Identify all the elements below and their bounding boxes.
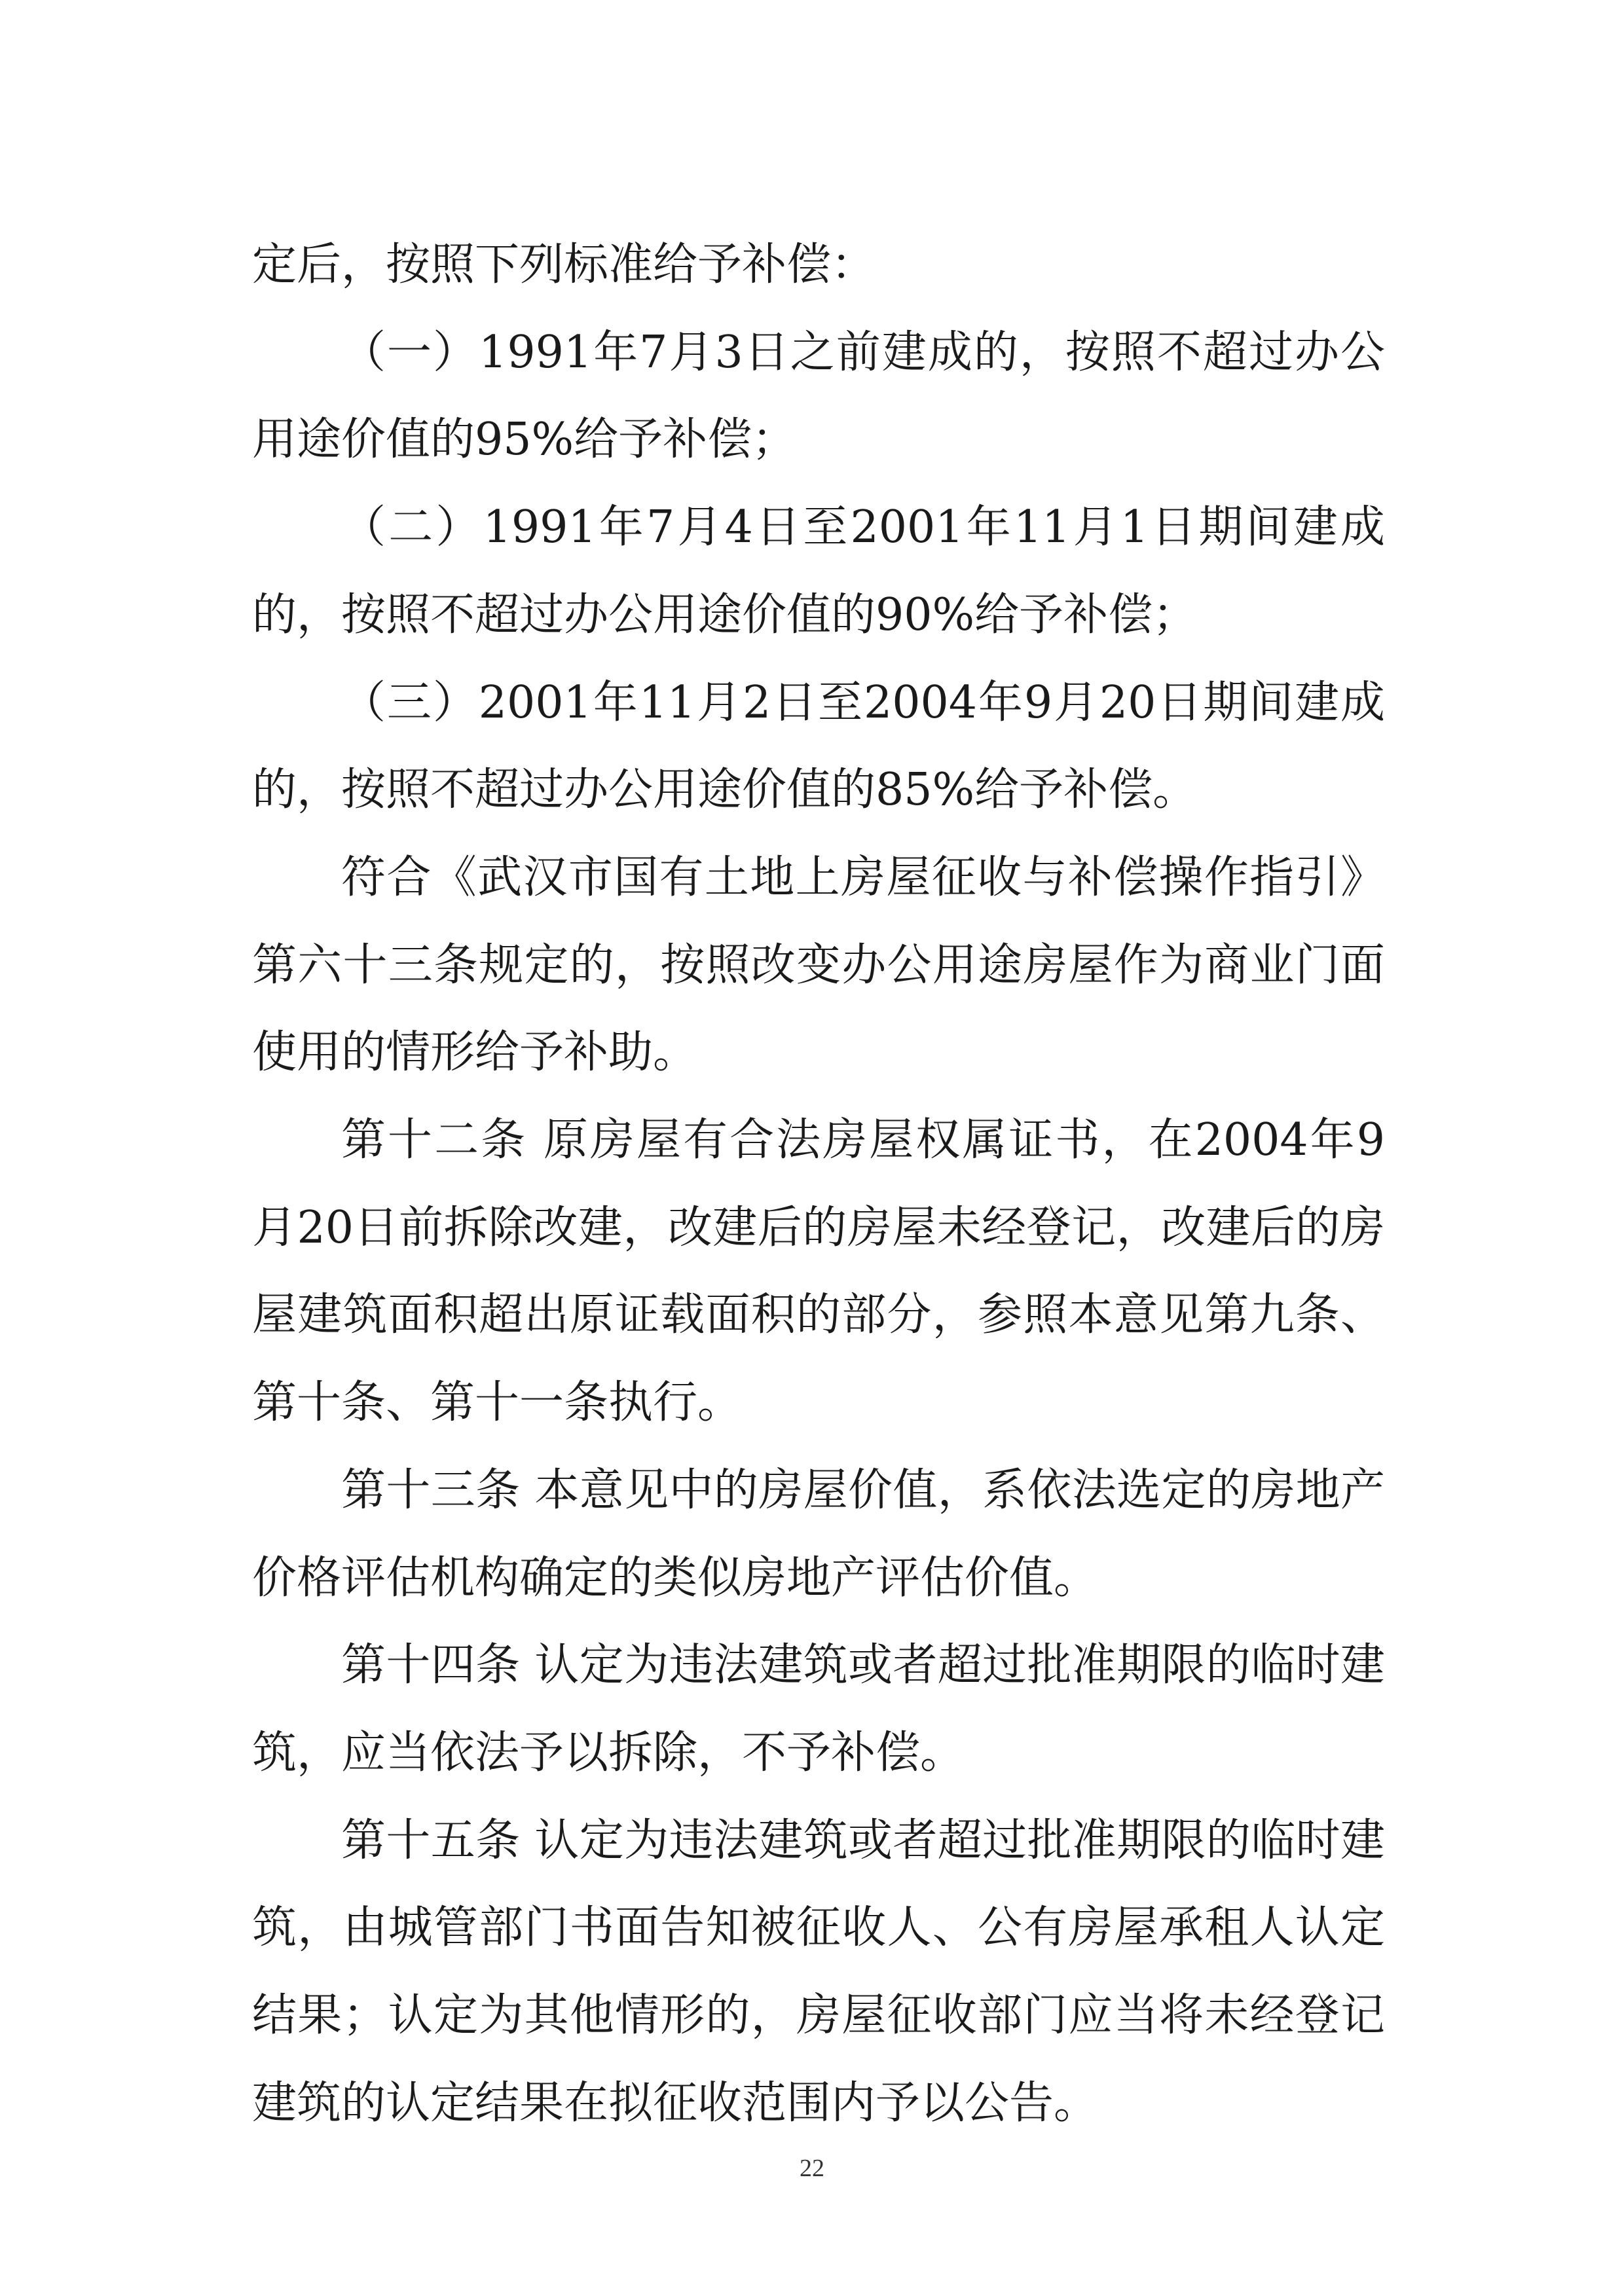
page-number: 22 (800, 2155, 824, 2182)
paragraph-item-3: （三）2001年11月2日至2004年9月20日期间建成的，按照不超过办公用途价值的85%给予补偿。 (252, 676, 1385, 816)
paragraph-article-12: 第十二条 原房屋有合法房屋权属证书，在2004年9月20日前拆除改建，改建后的房屋未经登记，改建后的房屋建筑面积超出原证载面积的部分，参照本意见第九条、第十条、第十一条执行。 (252, 1114, 1385, 1429)
paragraph-item-1: （一）1991年7月3日之前建成的，按照不超过办公用途价值的95%给予补偿； (252, 326, 1385, 466)
paragraph-article-13: 第十三条 本意见中的房屋价值，系依法选定的房地产价格评估机构确定的类似房地产评估价值。 (252, 1464, 1385, 1604)
paragraph-item-2: （二）1991年7月4日至2001年11月1日期间建成的，按照不超过办公用途价值的90%给予补偿； (252, 501, 1385, 641)
paragraph-guideline-reference: 符合《武汉市国有土地上房屋征收与补偿操作指引》第六十三条规定的，按照改变办公用途房屋作为商业门面使用的情形给予补助。 (252, 851, 1385, 1079)
paragraph-article-14: 第十四条 认定为违法建筑或者超过批准期限的临时建筑，应当依法予以拆除，不予补偿。 (252, 1639, 1385, 1779)
paragraph-article-15: 第十五条 认定为违法建筑或者超过批准期限的临时建筑，由城管部门书面告知被征收人、公有房屋承租人认定结果；认定为其他情形的，房屋征收部门应当将未经登记建筑的认定结果在拟征收范围内予以公告。 (252, 1814, 1385, 2129)
paragraph-continuation: 定后，按照下列标准给予补偿： (252, 239, 876, 291)
document-body (252, 221, 1385, 2147)
